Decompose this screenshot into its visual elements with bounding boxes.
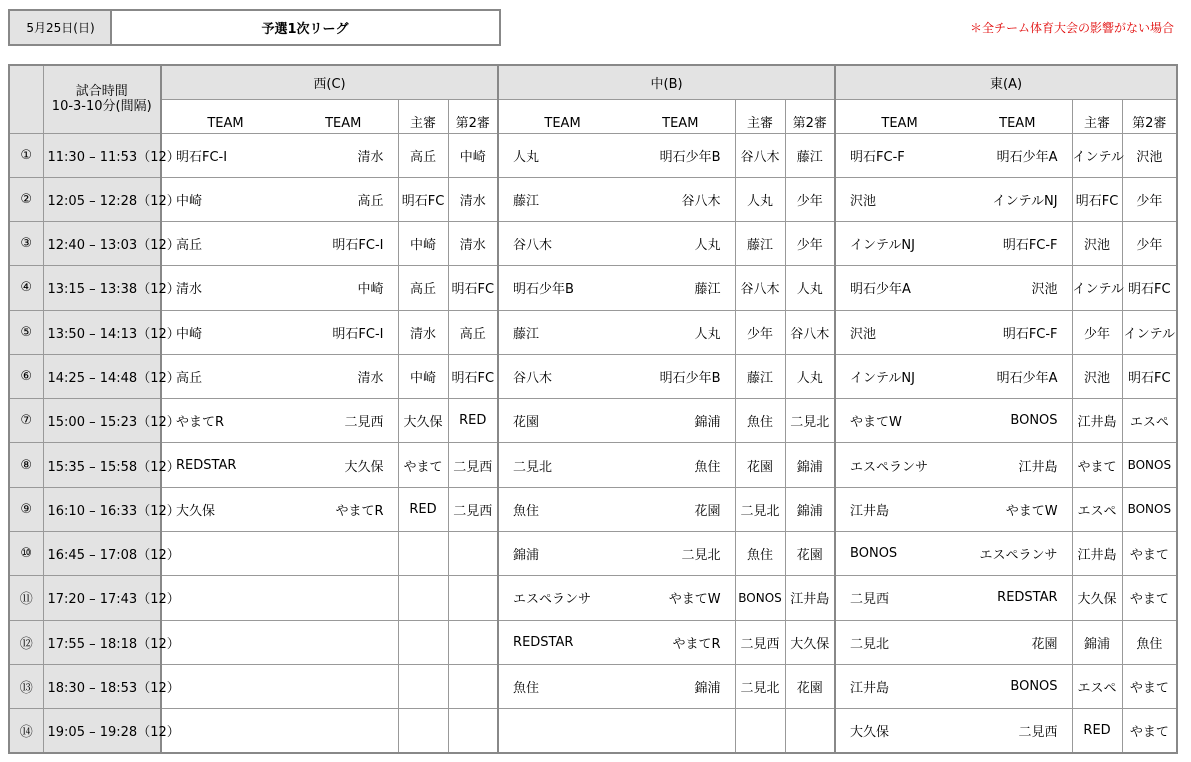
time-header-label: 試合時間 bbox=[75, 84, 128, 100]
team-a: 魚住 bbox=[498, 664, 626, 708]
team-b: 人丸 bbox=[626, 310, 735, 354]
match-number: ⑫ bbox=[9, 620, 43, 664]
team-header: TEAM bbox=[498, 99, 626, 133]
referee: 二見北 bbox=[735, 664, 785, 708]
second-referee: 清水 bbox=[448, 177, 498, 221]
team-b: インテルNJ bbox=[963, 177, 1072, 221]
second-referee: 藤江 bbox=[785, 133, 835, 177]
match-time: 12:05 – 12:28（12） bbox=[43, 177, 161, 221]
second-referee: 谷八木 bbox=[785, 310, 835, 354]
team-a: REDSTAR bbox=[498, 620, 626, 664]
referee: 二見西 bbox=[735, 620, 785, 664]
referee: RED bbox=[1072, 709, 1122, 753]
second-referee: 明石FC bbox=[1122, 354, 1177, 398]
match-number: ⑥ bbox=[9, 354, 43, 398]
team-a: 明石FC-Ⅰ bbox=[161, 133, 289, 177]
team-a bbox=[498, 709, 626, 753]
second-referee bbox=[448, 620, 498, 664]
second-referee: 二見西 bbox=[448, 443, 498, 487]
match-number: ② bbox=[9, 177, 43, 221]
second-referee: 錦浦 bbox=[785, 443, 835, 487]
number-header bbox=[9, 65, 43, 133]
match-number: ⑦ bbox=[9, 399, 43, 443]
page-title: 予選1次リーグ bbox=[110, 9, 501, 46]
match-row bbox=[9, 399, 1177, 443]
second-referee: やまて bbox=[1122, 709, 1177, 753]
referee: 谷八木 bbox=[735, 266, 785, 310]
match-time: 16:45 – 17:08（12） bbox=[43, 532, 161, 576]
second-referee: エスペ bbox=[1122, 399, 1177, 443]
time-header bbox=[43, 65, 161, 133]
team-b: 花園 bbox=[626, 487, 735, 531]
second-referee: 江井島 bbox=[785, 576, 835, 620]
team-b: 二見西 bbox=[963, 709, 1072, 753]
team-b: 明石FC-Ⅰ bbox=[289, 310, 398, 354]
second-referee bbox=[448, 709, 498, 753]
match-row bbox=[9, 443, 1177, 487]
match-row bbox=[9, 310, 1177, 354]
team-a: 藤江 bbox=[498, 310, 626, 354]
match-row bbox=[9, 177, 1177, 221]
team-b: 明石FC-F bbox=[963, 310, 1072, 354]
team-b: やまてR bbox=[289, 487, 398, 531]
team-b: 江井島 bbox=[963, 443, 1072, 487]
team-header: TEAM bbox=[161, 99, 289, 133]
second-referee bbox=[448, 664, 498, 708]
match-number: ⑭ bbox=[9, 709, 43, 753]
team-b: 錦浦 bbox=[626, 664, 735, 708]
group-header-row bbox=[9, 65, 1177, 99]
team-a: BONOS bbox=[835, 532, 963, 576]
match-row bbox=[9, 354, 1177, 398]
match-time: 13:50 – 14:13（12） bbox=[43, 310, 161, 354]
team-b: 二見西 bbox=[289, 399, 398, 443]
team-a: 明石少年B bbox=[498, 266, 626, 310]
referee: エスペ bbox=[1072, 664, 1122, 708]
referee: インテル bbox=[1072, 133, 1122, 177]
second-referee: 人丸 bbox=[785, 266, 835, 310]
team-a: 錦浦 bbox=[498, 532, 626, 576]
team-a: 高丘 bbox=[161, 222, 289, 266]
team-b: 中崎 bbox=[289, 266, 398, 310]
team-b: 二見北 bbox=[626, 532, 735, 576]
team-a: 谷八木 bbox=[498, 222, 626, 266]
team-a: 沢池 bbox=[835, 310, 963, 354]
schedule-body bbox=[9, 133, 1177, 753]
match-number: ⑩ bbox=[9, 532, 43, 576]
team-header: TEAM bbox=[289, 99, 398, 133]
team-b: 大久保 bbox=[289, 443, 398, 487]
team-b: 明石少年B bbox=[626, 133, 735, 177]
match-time: 14:25 – 14:48（12） bbox=[43, 354, 161, 398]
referee: やまて bbox=[398, 443, 448, 487]
referee bbox=[398, 664, 448, 708]
team-b: エスペランサ bbox=[963, 532, 1072, 576]
team-a: 魚住 bbox=[498, 487, 626, 531]
condition-note: ＊全チーム体育大会の影響がない場合 bbox=[969, 21, 1174, 35]
team-a bbox=[161, 709, 289, 753]
referee bbox=[735, 709, 785, 753]
referee: 大久保 bbox=[1072, 576, 1122, 620]
team-b: 谷八木 bbox=[626, 177, 735, 221]
team-b: 魚住 bbox=[626, 443, 735, 487]
referee: RED bbox=[398, 487, 448, 531]
team-header: TEAM bbox=[835, 99, 963, 133]
match-time: 17:55 – 18:18（12） bbox=[43, 620, 161, 664]
second-referee: 人丸 bbox=[785, 354, 835, 398]
team-b: 高丘 bbox=[289, 177, 398, 221]
team-a: 大久保 bbox=[835, 709, 963, 753]
referee: BONOS bbox=[735, 576, 785, 620]
referee: 清水 bbox=[398, 310, 448, 354]
match-row bbox=[9, 620, 1177, 664]
team-b: 清水 bbox=[289, 133, 398, 177]
second-referee: 中崎 bbox=[448, 133, 498, 177]
second-referee: 二見西 bbox=[448, 487, 498, 531]
team-a: インテルNJ bbox=[835, 222, 963, 266]
match-number: ① bbox=[9, 133, 43, 177]
match-time: 11:30 – 11:53（12） bbox=[43, 133, 161, 177]
referee: 高丘 bbox=[398, 133, 448, 177]
team-a: 二見北 bbox=[835, 620, 963, 664]
match-time: 15:35 – 15:58（12） bbox=[43, 443, 161, 487]
referee-header: 主審 bbox=[1072, 99, 1122, 133]
match-time: 18:30 – 18:53（12） bbox=[43, 664, 161, 708]
match-time: 13:15 – 13:38（12） bbox=[43, 266, 161, 310]
second-referee: BONOS bbox=[1122, 487, 1177, 531]
match-number: ⑧ bbox=[9, 443, 43, 487]
column-header-row bbox=[9, 99, 1177, 133]
team-a: 人丸 bbox=[498, 133, 626, 177]
team-b: 錦浦 bbox=[626, 399, 735, 443]
second-referee: 花園 bbox=[785, 664, 835, 708]
match-row bbox=[9, 664, 1177, 708]
second-referee: 少年 bbox=[785, 222, 835, 266]
team-a: 大久保 bbox=[161, 487, 289, 531]
match-time: 15:00 – 15:23（12） bbox=[43, 399, 161, 443]
second-referee: 魚住 bbox=[1122, 620, 1177, 664]
group-center-header: 中(B) bbox=[498, 65, 835, 99]
team-b: やまてW bbox=[626, 576, 735, 620]
schedule-table bbox=[8, 64, 1178, 754]
team-b: 明石少年A bbox=[963, 354, 1072, 398]
time-header-sub: 10-3-10分(間隔) bbox=[51, 99, 152, 115]
referee: インテル bbox=[1072, 266, 1122, 310]
team-b: 沢池 bbox=[963, 266, 1072, 310]
team-b bbox=[289, 709, 398, 753]
referee: 中崎 bbox=[398, 354, 448, 398]
team-header: TEAM bbox=[963, 99, 1072, 133]
referee: やまて bbox=[1072, 443, 1122, 487]
match-row bbox=[9, 709, 1177, 753]
referee: 魚住 bbox=[735, 399, 785, 443]
match-row bbox=[9, 222, 1177, 266]
match-time: 12:40 – 13:03（12） bbox=[43, 222, 161, 266]
team-b: BONOS bbox=[963, 399, 1072, 443]
team-a bbox=[161, 664, 289, 708]
team-a: 江井島 bbox=[835, 487, 963, 531]
team-a: 二見西 bbox=[835, 576, 963, 620]
second-referee: 大久保 bbox=[785, 620, 835, 664]
referee: 中崎 bbox=[398, 222, 448, 266]
second-referee: 錦浦 bbox=[785, 487, 835, 531]
second-referee bbox=[785, 709, 835, 753]
referee: 二見北 bbox=[735, 487, 785, 531]
second-referee: インテル bbox=[1122, 310, 1177, 354]
second-referee: 花園 bbox=[785, 532, 835, 576]
second-referee: やまて bbox=[1122, 576, 1177, 620]
team-a bbox=[161, 620, 289, 664]
team-b: 明石少年B bbox=[626, 354, 735, 398]
referee: 江井島 bbox=[1072, 399, 1122, 443]
team-a: 明石FC-F bbox=[835, 133, 963, 177]
referee: 藤江 bbox=[735, 222, 785, 266]
match-row bbox=[9, 266, 1177, 310]
team-a bbox=[161, 532, 289, 576]
referee: 沢池 bbox=[1072, 354, 1122, 398]
team-a: エスペランサ bbox=[498, 576, 626, 620]
team-a: 中崎 bbox=[161, 177, 289, 221]
match-number: ③ bbox=[9, 222, 43, 266]
group-east-header: 東(A) bbox=[835, 65, 1177, 99]
team-b: 藤江 bbox=[626, 266, 735, 310]
team-a bbox=[161, 576, 289, 620]
second-referee: やまて bbox=[1122, 532, 1177, 576]
referee: 明石FC bbox=[1072, 177, 1122, 221]
team-a: やまてW bbox=[835, 399, 963, 443]
match-row bbox=[9, 487, 1177, 531]
second-referee: 少年 bbox=[785, 177, 835, 221]
match-number: ④ bbox=[9, 266, 43, 310]
team-a: 江井島 bbox=[835, 664, 963, 708]
team-a: エスペランサ bbox=[835, 443, 963, 487]
team-a: 二見北 bbox=[498, 443, 626, 487]
referee-header: 主審 bbox=[398, 99, 448, 133]
match-row bbox=[9, 133, 1177, 177]
referee bbox=[398, 620, 448, 664]
match-number: ⑨ bbox=[9, 487, 43, 531]
team-b: 花園 bbox=[963, 620, 1072, 664]
second-referee-header: 第2審 bbox=[785, 99, 835, 133]
team-b: 清水 bbox=[289, 354, 398, 398]
team-a: 藤江 bbox=[498, 177, 626, 221]
team-a: 沢池 bbox=[835, 177, 963, 221]
match-time: 16:10 – 16:33（12） bbox=[43, 487, 161, 531]
team-b: 明石FC-F bbox=[963, 222, 1072, 266]
referee: 少年 bbox=[735, 310, 785, 354]
group-west-header: 西(C) bbox=[161, 65, 498, 99]
team-a: 清水 bbox=[161, 266, 289, 310]
referee: 明石FC bbox=[398, 177, 448, 221]
second-referee: やまて bbox=[1122, 664, 1177, 708]
second-referee: 清水 bbox=[448, 222, 498, 266]
match-number: ⑤ bbox=[9, 310, 43, 354]
team-a: インテルNJ bbox=[835, 354, 963, 398]
second-referee bbox=[448, 532, 498, 576]
match-row bbox=[9, 576, 1177, 620]
team-b bbox=[289, 664, 398, 708]
referee: 魚住 bbox=[735, 532, 785, 576]
referee: 藤江 bbox=[735, 354, 785, 398]
team-a: 花園 bbox=[498, 399, 626, 443]
referee: 高丘 bbox=[398, 266, 448, 310]
referee: 錦浦 bbox=[1072, 620, 1122, 664]
team-a: 明石少年A bbox=[835, 266, 963, 310]
match-time: 19:05 – 19:28（12） bbox=[43, 709, 161, 753]
team-a: 高丘 bbox=[161, 354, 289, 398]
team-b bbox=[289, 532, 398, 576]
referee: 人丸 bbox=[735, 177, 785, 221]
second-referee: RED bbox=[448, 399, 498, 443]
team-header: TEAM bbox=[626, 99, 735, 133]
second-referee: 明石FC bbox=[448, 354, 498, 398]
team-b: やまてW bbox=[963, 487, 1072, 531]
team-b: やまてR bbox=[626, 620, 735, 664]
second-referee: 沢池 bbox=[1122, 133, 1177, 177]
referee: 少年 bbox=[1072, 310, 1122, 354]
referee: 沢池 bbox=[1072, 222, 1122, 266]
second-referee: 明石FC bbox=[448, 266, 498, 310]
referee bbox=[398, 709, 448, 753]
team-a: やまてR bbox=[161, 399, 289, 443]
team-b: 明石FC-Ⅰ bbox=[289, 222, 398, 266]
match-number: ⑪ bbox=[9, 576, 43, 620]
referee: 花園 bbox=[735, 443, 785, 487]
match-number: ⑬ bbox=[9, 664, 43, 708]
team-a: 中崎 bbox=[161, 310, 289, 354]
team-a: 谷八木 bbox=[498, 354, 626, 398]
referee-header: 主審 bbox=[735, 99, 785, 133]
team-b: 人丸 bbox=[626, 222, 735, 266]
team-b bbox=[289, 620, 398, 664]
match-row bbox=[9, 532, 1177, 576]
team-a: REDSTAR bbox=[161, 443, 289, 487]
referee: 大久保 bbox=[398, 399, 448, 443]
team-b bbox=[289, 576, 398, 620]
second-referee bbox=[448, 576, 498, 620]
referee: 谷八木 bbox=[735, 133, 785, 177]
second-referee-header: 第2審 bbox=[448, 99, 498, 133]
team-b: REDSTAR bbox=[963, 576, 1072, 620]
second-referee: BONOS bbox=[1122, 443, 1177, 487]
second-referee-header: 第2審 bbox=[1122, 99, 1177, 133]
second-referee: 明石FC bbox=[1122, 266, 1177, 310]
match-time: 17:20 – 17:43（12） bbox=[43, 576, 161, 620]
referee bbox=[398, 532, 448, 576]
second-referee: 高丘 bbox=[448, 310, 498, 354]
referee bbox=[398, 576, 448, 620]
date-label: 5月25日(日) bbox=[8, 9, 112, 46]
second-referee: 少年 bbox=[1122, 177, 1177, 221]
second-referee: 二見北 bbox=[785, 399, 835, 443]
team-b: 明石少年A bbox=[963, 133, 1072, 177]
team-b bbox=[626, 709, 735, 753]
referee: エスペ bbox=[1072, 487, 1122, 531]
team-b: BONOS bbox=[963, 664, 1072, 708]
referee: 江井島 bbox=[1072, 532, 1122, 576]
second-referee: 少年 bbox=[1122, 222, 1177, 266]
